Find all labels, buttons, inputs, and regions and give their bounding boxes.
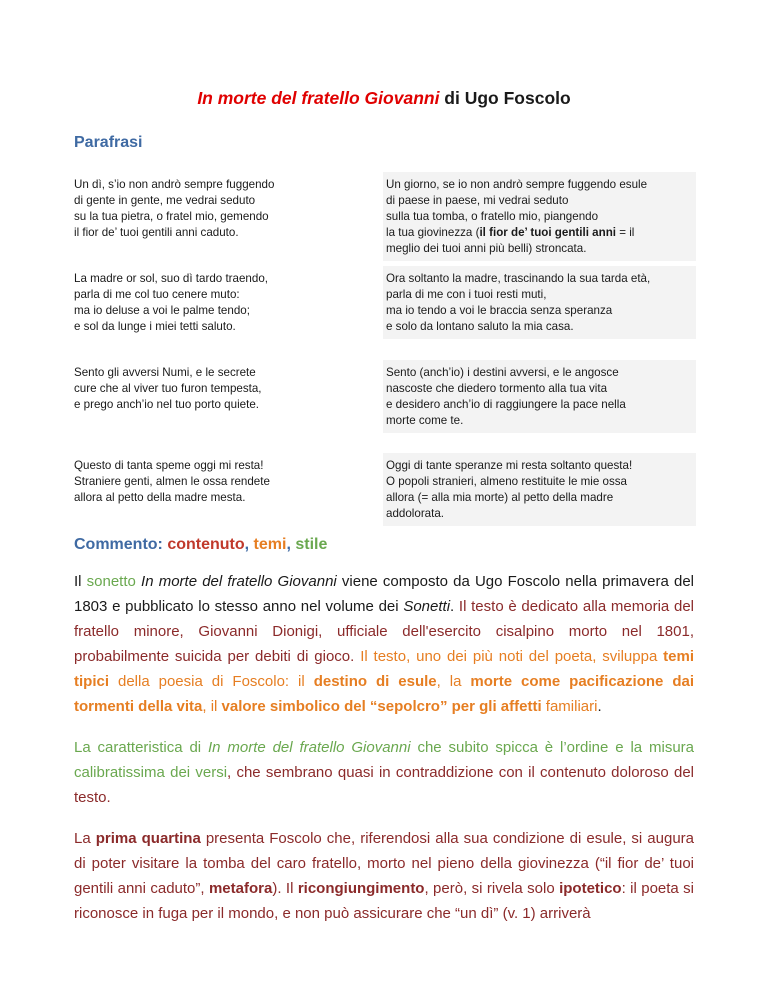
verse-line: La madre or sol, suo dì tardo traendo, (74, 272, 268, 285)
stanza-paraphrase (383, 266, 696, 339)
paraphrase-line: addolorata. (386, 507, 445, 520)
text-bold: destino di esule (313, 673, 437, 690)
heading-part: stile (295, 536, 328, 553)
paraphrase-line: parla di me con i tuoi resti muti, (386, 288, 547, 301)
stanza-row (74, 453, 696, 533)
paraphrase-line: Sento (anch’io) i destini avversi, e le angosce (386, 366, 619, 379)
verse-line: parla di me col tuo cenere muto: (74, 288, 240, 301)
verse-line: Questo di tanta speme oggi mi resta! (74, 459, 264, 472)
paraphrase-line: di paese in paese, mi vedrai seduto (386, 194, 569, 207)
heading-part: contenuto (167, 536, 245, 553)
text-run: ). Il (272, 880, 298, 897)
heading-part: temi (253, 536, 287, 553)
paraphrase-line: Ora soltanto la madre, trascinando la sua tarda età, (386, 272, 651, 285)
paraphrase-line: O popoli stranieri, almeno restituite le mie ossa (386, 475, 628, 488)
text-run: , però, si rivela solo (424, 880, 560, 897)
text-run: La (74, 830, 96, 847)
verse-line: Sento gli avversi Numi, e le secrete (74, 366, 256, 379)
stanza-paraphrase (383, 172, 696, 261)
text-run: , che sembrano quasi in contraddizione con il contenuto doloroso del testo. (74, 764, 694, 806)
paraphrase-line: e solo da lontano saluto la mia casa. (386, 320, 574, 333)
verse-line: ma io deluse a voi le palme tendo; (74, 304, 250, 317)
stanza-original (74, 458, 374, 506)
text-run: sonetto (86, 573, 136, 590)
stanza-paraphrase (383, 453, 696, 526)
paraphrase-line: sulla tua tomba, o fratello mio, piangendo (386, 210, 599, 223)
heading-part: , (286, 536, 296, 553)
text-run: , la (436, 673, 471, 690)
stanza-original (74, 177, 374, 241)
text-run: Il testo è dedicato alla memoria del fratello minore, Giovanni Dionigi, ufficiale dell'esercito cisalpino morto nel 1801, probabilmente suicida per debiti di gioco. (74, 598, 694, 665)
paragraph-style (74, 735, 694, 810)
text-run: , il (202, 698, 222, 715)
text-bold: ipotetico (559, 880, 622, 897)
heading-part: Commento: (74, 536, 168, 553)
paraphrase-line: Un giorno, se io non andrò sempre fuggendo esule (386, 178, 648, 191)
heading-part: , (244, 536, 254, 553)
paraphrase-line: e desidero anch’io di raggiungere la pace nella (386, 398, 626, 411)
page-title (0, 88, 768, 109)
text-run: Sonetti (403, 598, 451, 615)
stanza-row (74, 360, 696, 453)
verse-line: e sol da lunge i miei tetti saluto. (74, 320, 236, 333)
title-poem: In morte del fratello Giovanni (197, 88, 440, 108)
verse-line: il fior de’ tuoi gentili anni caduto. (74, 226, 239, 239)
text-run: della poesia di Foscolo: il (109, 673, 314, 690)
text-bold: metafora (208, 880, 273, 897)
text-run: che subito spicca è l’ordine e la misura calibratissima dei versi (74, 739, 694, 781)
paraphrase-line: morte come te. (386, 414, 464, 427)
verse-line: Un dì, s’io non andrò sempre fuggendo (74, 178, 275, 191)
paraphrase-line: meglio dei tuoi anni più belli) stroncata. (386, 242, 587, 255)
stanza-original (74, 365, 374, 413)
text-run: Il (74, 573, 87, 590)
paraphrase-line: allora (= alla mia morte) al petto della madre (386, 491, 614, 504)
paragraph-intro (74, 569, 694, 719)
text-bold: il fior de’ tuoi gentili anni (479, 226, 617, 239)
stanza-row (74, 172, 696, 266)
paraphrase-line: Oggi di tante speranze mi resta soltanto questa! (386, 459, 633, 472)
stanza-row (74, 266, 696, 360)
text-run: : il poeta si riconosce in fuga per il mondo, e non può assicurare che “un dì” (v. 1) arriverà (74, 880, 694, 922)
title-author: di Ugo Foscolo (439, 88, 571, 108)
verse-line: cure che al viver tuo furon tempesta, (74, 382, 262, 395)
text-run: Il testo, uno dei più noti del poeta, sviluppa (360, 648, 664, 665)
stanza-paraphrase (383, 360, 696, 433)
text-run: La caratteristica di (74, 739, 208, 756)
text-run: = il (616, 226, 635, 239)
verse-line: di gente in gente, me vedrai seduto (74, 194, 256, 207)
verse-line: allora al petto della madre mesta. (74, 491, 246, 504)
text-run: In morte del fratello Giovanni (208, 739, 411, 756)
text-run: viene composto da Ugo Foscolo nella primavera del 1803 e pubblicato lo stesso anno nel volume dei (74, 573, 694, 615)
verse-line: su la tua pietra, o fratel mio, gemendo (74, 210, 269, 223)
text-run: la tua giovinezza ( (386, 226, 480, 239)
text-run: familiari (541, 698, 598, 715)
paraphrase-line: ma io tendo a voi le braccia senza speranza (386, 304, 613, 317)
verse-line: Straniere genti, almen le ossa rendete (74, 475, 270, 488)
stanza-table (74, 172, 696, 533)
paraphrase-line: nascoste che diedero tormento alla tua vita (386, 382, 608, 395)
verse-line: e prego anch’io nel tuo porto quiete. (74, 398, 259, 411)
text-bold: temi tipici (74, 648, 694, 690)
text-bold: ricongiungimento (297, 880, 425, 897)
stanza-original (74, 271, 374, 335)
paraphrase-line (383, 225, 696, 241)
heading-parafrasi: Parafrasi (74, 134, 143, 151)
text-run: In morte del fratello Giovanni (141, 573, 337, 590)
text-run: . (450, 598, 459, 615)
text-bold: prima quartina (95, 830, 201, 847)
paragraph-first-quatrain (74, 826, 694, 926)
heading-commento (74, 536, 327, 554)
text-bold: valore simbolico del “sepolcro” per gli affetti (221, 698, 542, 715)
text-bold: morte come pacificazione dai tormenti della vita (74, 673, 694, 715)
text-run: . (597, 698, 602, 715)
text-run: presenta Foscolo che, riferendosi alla sua condizione di esule, si augura di poter visitare la tomba del caro fratello, morto nel pieno della giovinezza (“il fior de’ tuoi gentili anni caduto”, (74, 830, 695, 897)
